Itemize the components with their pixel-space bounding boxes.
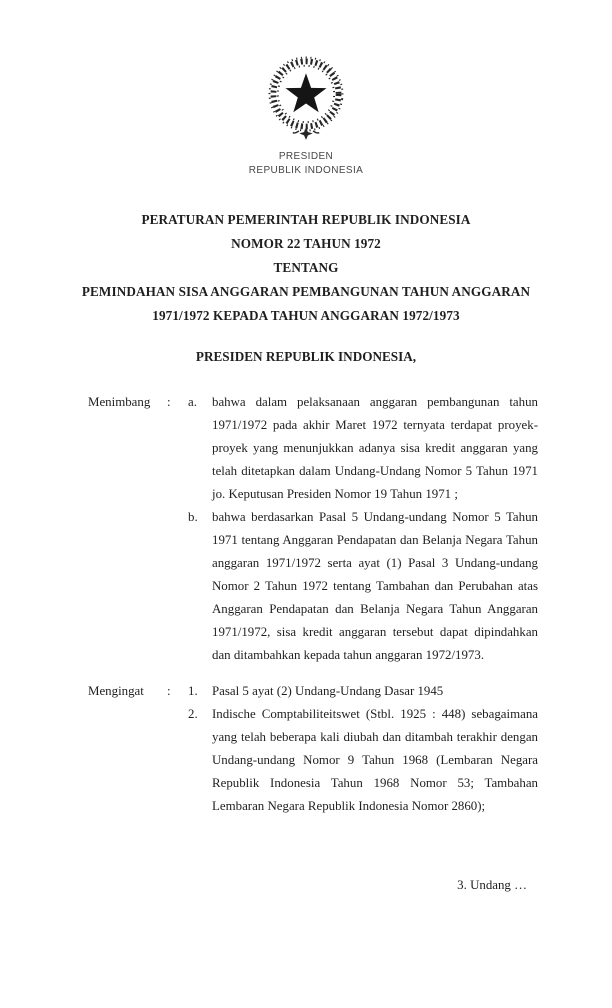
menimbang-item-b-marker: b.	[188, 510, 198, 524]
text-line: Pasal 5 ayat (2) Undang-Undang Dasar 1945	[212, 684, 444, 698]
mengingat-item-1-text	[212, 680, 538, 703]
menimbang-item-a-marker: a.	[188, 395, 197, 409]
text-line: jo. Keputusan Presiden Nomor 19 Tahun 1971 ;	[212, 487, 458, 501]
title-line-4: PEMINDAHAN SISA ANGGARAN PEMBANGUNAN TAHUN ANGGARAN	[81, 284, 531, 299]
title-line-3: TENTANG	[273, 260, 339, 275]
text-line: proyek yang menunjukkan adanya sisa kredit anggaran yang	[212, 441, 538, 455]
text-line: dan ditambahkan kepada tahun anggaran 1972/1973.	[212, 648, 485, 662]
salutation: PRESIDEN REPUBLIK INDONESIA,	[195, 349, 417, 364]
text-line: 1971/1972 pada akhir Maret 1972 ternyata terdapat proyek-	[212, 418, 538, 432]
text-line: Republik Indonesia Tahun 1968 Nomor 53; Tambahan	[212, 776, 538, 790]
mengingat-colon: :	[167, 684, 171, 698]
text-line: Anggaran Pendapatan dan Belanja Negara Tahun Anggaran	[212, 602, 538, 616]
menimbang-label: Menimbang	[88, 395, 151, 409]
org-line-republik-indonesia: REPUBLIK INDONESIA	[248, 165, 364, 176]
title-line-2: NOMOR 22 TAHUN 1972	[231, 236, 381, 251]
text-line: Undang-undang Nomor 9 Tahun 1968 (Lembaran Negara	[212, 753, 538, 767]
text-line: Indische Comptabiliteitswet (Stbl. 1925 : 448) sebagaimana	[212, 707, 538, 721]
title-line-1: PERATURAN PEMERINTAH REPUBLIK INDONESIA	[141, 212, 471, 227]
mengingat-item-2-marker: 2.	[188, 707, 198, 721]
text-line: yang telah beberapa kali diubah dan ditambah terakhir dengan	[212, 730, 538, 744]
menimbang-colon: :	[167, 395, 171, 409]
letterhead-text	[0, 150, 612, 178]
letterhead	[0, 0, 612, 178]
mengingat-label: Mengingat	[88, 684, 144, 698]
mengingat-item-1-marker: 1.	[188, 684, 198, 698]
menimbang-section	[88, 391, 538, 667]
text-line: telah ditetapkan dalam Undang-Undang Nomor 5 Tahun 1971	[212, 464, 538, 478]
text-line: bahwa dalam pelaksanaan anggaran pembangunan tahun	[212, 395, 538, 409]
text-line: Nomor 2 Tahun 1972 tentang Tambahan dan Perubahan atas	[212, 579, 538, 593]
text-line: bahwa berdasarkan Pasal 5 Undang-undang Nomor 5 Tahun	[212, 510, 538, 524]
text-line: 1971/1972, sisa kredit anggaran tersebut dapat dipindahkan	[212, 625, 538, 639]
regulation-title	[0, 208, 612, 328]
menimbang-item-b-text	[212, 506, 538, 667]
text-line: anggaran 1971/1972 serta ayat (1) Pasal 3 Undang-undang	[212, 556, 538, 570]
presidential-star-wreath-emblem-icon	[262, 55, 350, 147]
org-line-presiden: PRESIDEN	[278, 151, 334, 162]
menimbang-item-a-text	[212, 391, 538, 506]
text-line: Lembaran Negara Republik Indonesia Nomor 2860);	[212, 799, 486, 813]
mengingat-item-2-text	[212, 703, 538, 818]
mengingat-section	[88, 680, 538, 818]
title-line-5: 1971/1972 KEPADA TAHUN ANGGARAN 1972/1973	[152, 308, 460, 323]
text-line: 1971 tentang Anggaran Pendapatan dan Belanja Negara Tahun	[212, 533, 538, 547]
page-catchword: 3. Undang …	[457, 878, 527, 892]
